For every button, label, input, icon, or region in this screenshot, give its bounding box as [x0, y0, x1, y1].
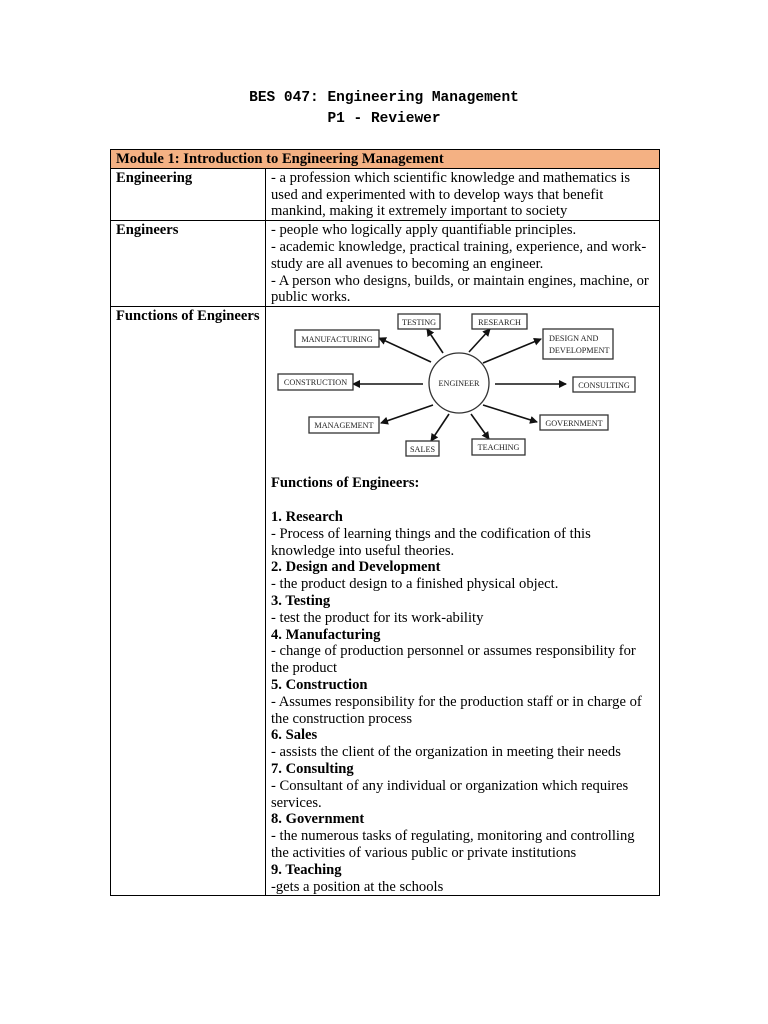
- term-engineers: Engineers: [111, 221, 266, 307]
- arrow-research: [469, 329, 490, 352]
- function-name: 8. Government: [271, 811, 365, 828]
- functions-list: [271, 509, 654, 895]
- function-name: 6. Sales: [271, 727, 318, 744]
- label-government: GOVERNMENT: [545, 419, 603, 429]
- label-engineer: ENGINEER: [438, 379, 480, 389]
- course-title: BES 047: Engineering Management: [249, 90, 519, 106]
- function-description: - change of production personnel or assumes responsibility for the product: [271, 643, 636, 677]
- term-engineering: Engineering: [111, 168, 266, 220]
- definition-line: - A person who designs, builds, or maintain engines, machine, or public works.: [271, 272, 649, 306]
- function-name: 4. Manufacturing: [271, 626, 381, 643]
- functions-cell: [266, 307, 660, 896]
- label-design-line-2: DEVELOPMENT: [549, 346, 610, 356]
- arrow-sales: [431, 414, 449, 441]
- function-name: 2. Design and Development: [271, 559, 441, 576]
- function-description: - assists the client of the organization in meeting their needs: [271, 744, 621, 761]
- definition-line: - academic knowledge, practical training, experience, and work-study are all avenues to becoming an engineer.: [271, 238, 647, 272]
- label-design-line-1: DESIGN AND: [549, 334, 599, 344]
- arrow-manufacturing: [379, 338, 431, 362]
- label-sales: SALES: [409, 445, 436, 455]
- function-description: - test the product for its work-ability: [271, 609, 484, 626]
- arrow-government: [483, 405, 537, 422]
- table-row: [111, 307, 660, 896]
- function-description: - the product design to a finished physical object.: [271, 576, 559, 593]
- label-research: RESEARCH: [478, 318, 521, 328]
- function-description: -gets a position at the schools: [271, 878, 444, 895]
- function-name: 7. Consulting: [271, 760, 354, 777]
- functions-heading: Functions of Engineers:: [271, 475, 420, 492]
- function-name: 5. Construction: [271, 676, 368, 693]
- function-description: - Consultant of any individual or organization which requires services.: [271, 777, 629, 811]
- definition-engineering: [266, 168, 660, 220]
- function-name: 3. Testing: [271, 592, 331, 609]
- label-testing: TESTING: [401, 318, 437, 328]
- table-row: [111, 221, 660, 307]
- module-title: Module 1: Introduction to Engineering Management: [111, 150, 660, 169]
- definition-engineers: [266, 221, 660, 307]
- function-description: - Assumes responsibility for the production staff or in charge of the construction process: [271, 693, 642, 727]
- table-row: [111, 168, 660, 220]
- arrow-management: [381, 405, 433, 423]
- function-name: 9. Teaching: [271, 861, 342, 878]
- reviewer-table: [110, 149, 660, 896]
- function-description: - Process of learning things and the codification of this knowledge into useful theories.: [271, 525, 591, 559]
- term-functions-of-engineers: Functions of Engineers: [111, 307, 266, 896]
- label-teaching: TEACHING: [477, 443, 520, 453]
- module-header-row: [111, 150, 660, 169]
- document-title-block: [0, 88, 768, 130]
- definition-line: - people who logically apply quantifiable principles.: [271, 222, 577, 239]
- label-consulting: CONSULTING: [578, 381, 630, 391]
- function-description: - the numerous tasks of regulating, monitoring and controlling the activities of various public or private institutions: [271, 828, 635, 861]
- engineer-functions-diagram: [271, 311, 639, 461]
- arrow-design: [483, 339, 541, 363]
- function-name: 1. Research: [271, 508, 343, 525]
- label-construction: CONSTRUCTION: [283, 378, 348, 388]
- document-subtitle: P1 - Reviewer: [327, 111, 441, 127]
- definition-line: - a profession which scientific knowledge and mathematics is used and experimented with to develop ways that benefit mankind, making it extremely important to society: [271, 169, 631, 220]
- label-management: MANAGEMENT: [314, 421, 374, 431]
- arrow-teaching: [471, 414, 489, 439]
- label-manufacturing: MANUFACTURING: [301, 335, 373, 345]
- arrow-testing: [427, 329, 443, 353]
